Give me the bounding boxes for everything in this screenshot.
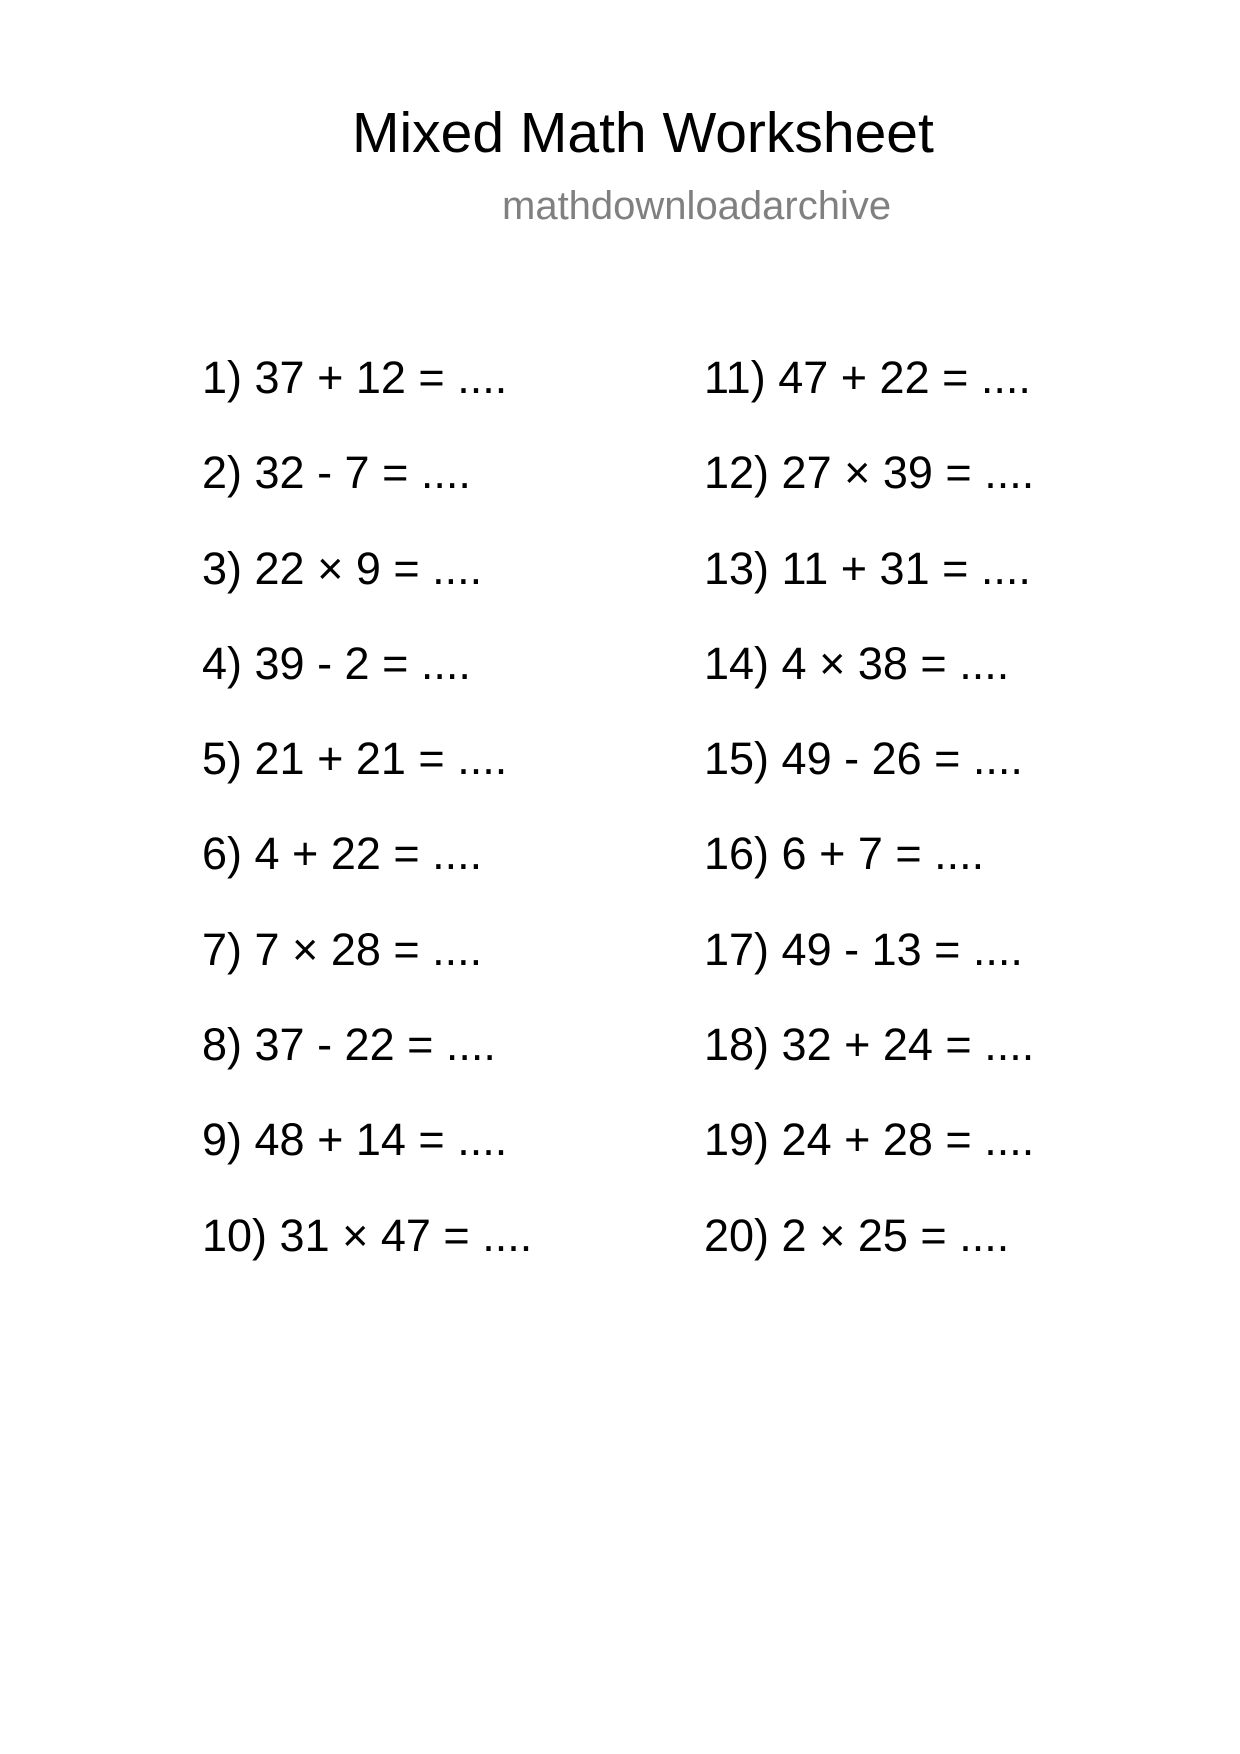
problem-item: 10) 31 × 47 = ....	[202, 1209, 533, 1261]
problem-item: 19) 24 + 28 = ....	[704, 1114, 1035, 1166]
problem-item: 3) 22 × 9 = ....	[202, 542, 483, 594]
problem-item: 4) 39 - 2 = ....	[202, 637, 471, 689]
problem-item: 9) 48 + 14 = ....	[202, 1114, 508, 1166]
problem-item: 2) 32 - 7 = ....	[202, 447, 471, 499]
problem-item: 7) 7 × 28 = ....	[202, 923, 483, 975]
problems-right-column	[704, 350, 1034, 1303]
problem-item: 17) 49 - 13 = ....	[704, 923, 1023, 975]
problem-item: 1) 37 + 12 = ....	[202, 352, 508, 403]
problems-left-column	[202, 350, 532, 1303]
problem-item: 14) 4 × 38 = ....	[704, 637, 1010, 689]
problem-item: 13) 11 + 31 = ....	[704, 542, 1031, 594]
problem-item: 12) 27 × 39 = ....	[704, 447, 1035, 499]
problem-item: 8) 37 - 22 = ....	[202, 1019, 496, 1071]
problem-item: 11) 47 + 22 = ....	[704, 352, 1031, 403]
problem-item: 6) 4 + 22 = ....	[202, 828, 483, 880]
problem-item: 5) 21 + 21 = ....	[202, 733, 508, 785]
problem-item: 15) 49 - 26 = ....	[704, 733, 1023, 785]
worksheet-subtitle: mathdownloadarchive	[502, 184, 892, 228]
worksheet-title: Mixed Math Worksheet	[352, 101, 934, 165]
problem-item: 18) 32 + 24 = ....	[704, 1019, 1035, 1071]
problem-item: 16) 6 + 7 = ....	[704, 828, 985, 880]
problem-item: 20) 2 × 25 = ....	[704, 1209, 1010, 1261]
